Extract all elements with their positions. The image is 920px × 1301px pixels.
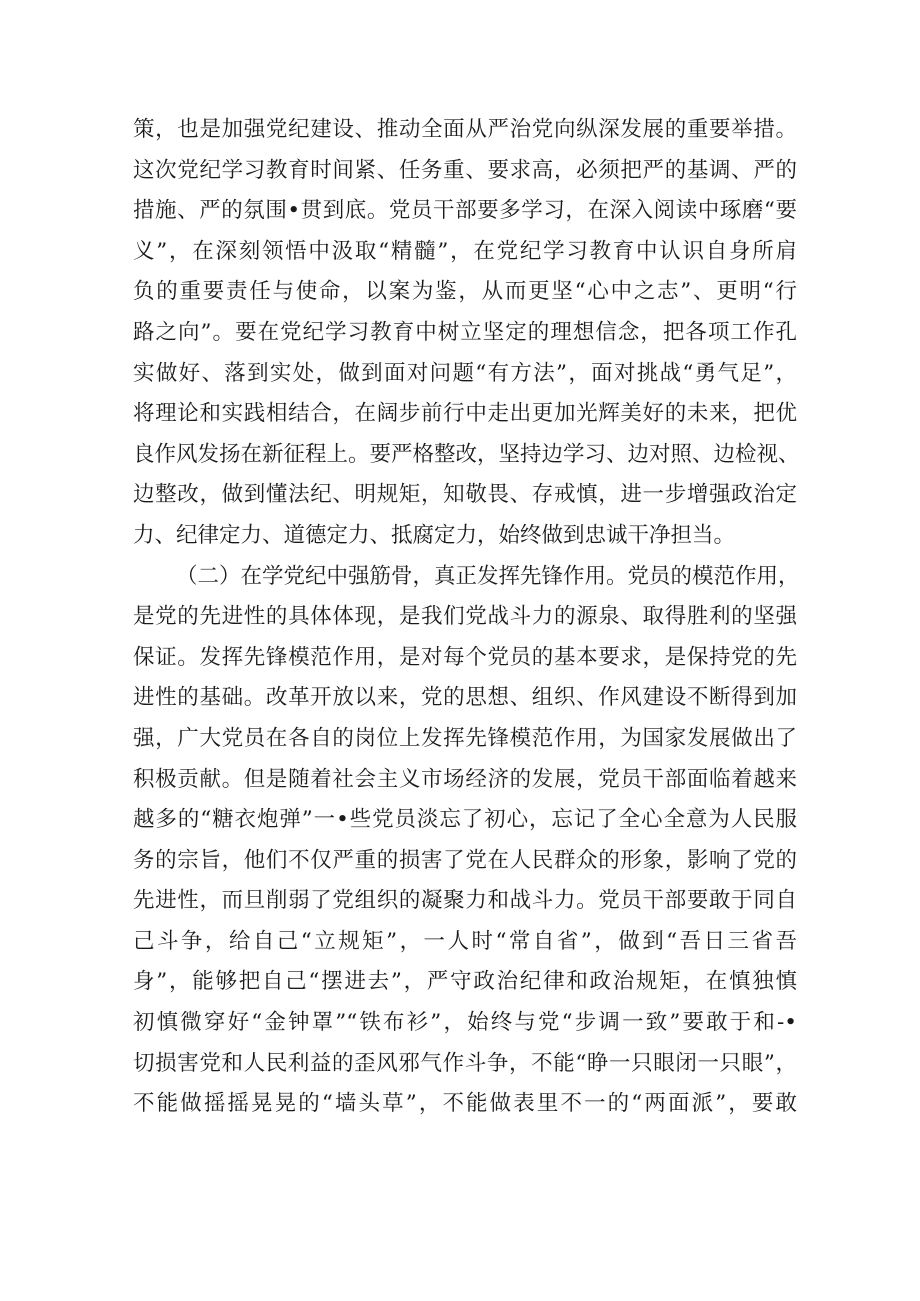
paragraph-line: 良作风发扬在新征程上。要严格整改，坚持边学习、边对照、边检视、 xyxy=(133,441,800,467)
paragraph-line: 边整改，做到懂法纪、明规矩，知敬畏、存戒慎，进一步增强政治定 xyxy=(133,482,797,508)
paragraph-line: 先进性，而旦削弱了党组织的凝聚力和战斗力。党员干部要敢于同自 xyxy=(133,888,797,914)
paragraph-line: 进性的基础。改革开放以来，党的思想、组织、作风建设不断得到加 xyxy=(133,685,797,711)
paragraph-line: 初慎微穿好“金钟罩”“铁布衫”，始终与党“步调一致”要敢于和-• xyxy=(133,1010,797,1036)
paragraph-line: 不能做摇摇晃晃的“墙头草”，不能做表里不一的“两面派”，要敢 xyxy=(133,1091,797,1117)
paragraph-line: 负的重要责任与使命，以案为鉴，从而更坚“心中之志”、更明“行 xyxy=(133,279,797,305)
paragraph-line: 保证。发挥先锋模范作用，是对每个党员的基本要求，是保持党的先 xyxy=(133,644,797,670)
paragraph-line: 切损害党和人民利益的歪风邪气作斗争，不能“睁一只眼闭一只眼”， xyxy=(133,1050,797,1076)
paragraph-line: 策，也是加强党纪建设、推动全面从严治党向纵深发展的重要举措。 xyxy=(133,117,797,142)
paragraph-line: 力、纪律定力、道德定力、抵腐定力，始终做到忠诚干净担当。 xyxy=(133,522,736,548)
paragraph-line: 强，广大党员在各自的岗位上发挥先锋模范作用，为国家发展做出了 xyxy=(133,725,797,751)
paragraph-2 xyxy=(133,557,800,1125)
paragraph-line: 积极贡献。但是随着社会主义市场经济的发展，党员干部面临着越来 xyxy=(133,766,797,792)
document-body xyxy=(133,110,800,1125)
paragraph-1 xyxy=(133,110,800,557)
paragraph-line: 义”，在深刻领悟中汲取“精髓”，在党纪学习教育中认识自身所肩 xyxy=(133,238,797,264)
paragraph-line: 越多的“糖衣炮弹”一•些党员淡忘了初心，忘记了全心全意为人民服 xyxy=(133,807,797,833)
paragraph-heading-line: （二）在学党纪中强筋骨，真正发挥先锋作用。党员的模范作用， xyxy=(176,563,800,589)
paragraph-line: 这次党纪学习教育时间紧、任务重、要求高，必须把严的基调、严的 xyxy=(133,157,797,183)
paragraph-line: 路之向”。要在党纪学习教育中树立坚定的理想信念，把各项工作孔 xyxy=(133,319,797,345)
paragraph-line: 是党的先进性的具体体现，是我们党战斗力的源泉、取得胜利的坚强 xyxy=(133,604,797,630)
paragraph-line: 实做好、落到实处，做到面对问题“有方法”，面对挑战“勇气足”， xyxy=(133,360,797,386)
paragraph-line: 己斗争，给自己“立规矩”，一人时“常自省”，做到“吾日三省吾 xyxy=(133,928,797,954)
paragraph-line: 措施、严的氛围•贯到底。党员干部要多学习，在深入阅读中琢磨“要 xyxy=(133,198,797,224)
paragraph-line: 将理论和实践相结合，在阔步前行中走出更加光辉美好的未来，把优 xyxy=(133,401,797,427)
paragraph-line: 身”，能够把自己“摆进去”，严守政治纪律和政治规矩，在慎独慎 xyxy=(133,969,797,995)
paragraph-line: 务的宗旨，他们不仅严重的损害了党在人民群众的形象，影响了党的 xyxy=(133,847,797,873)
